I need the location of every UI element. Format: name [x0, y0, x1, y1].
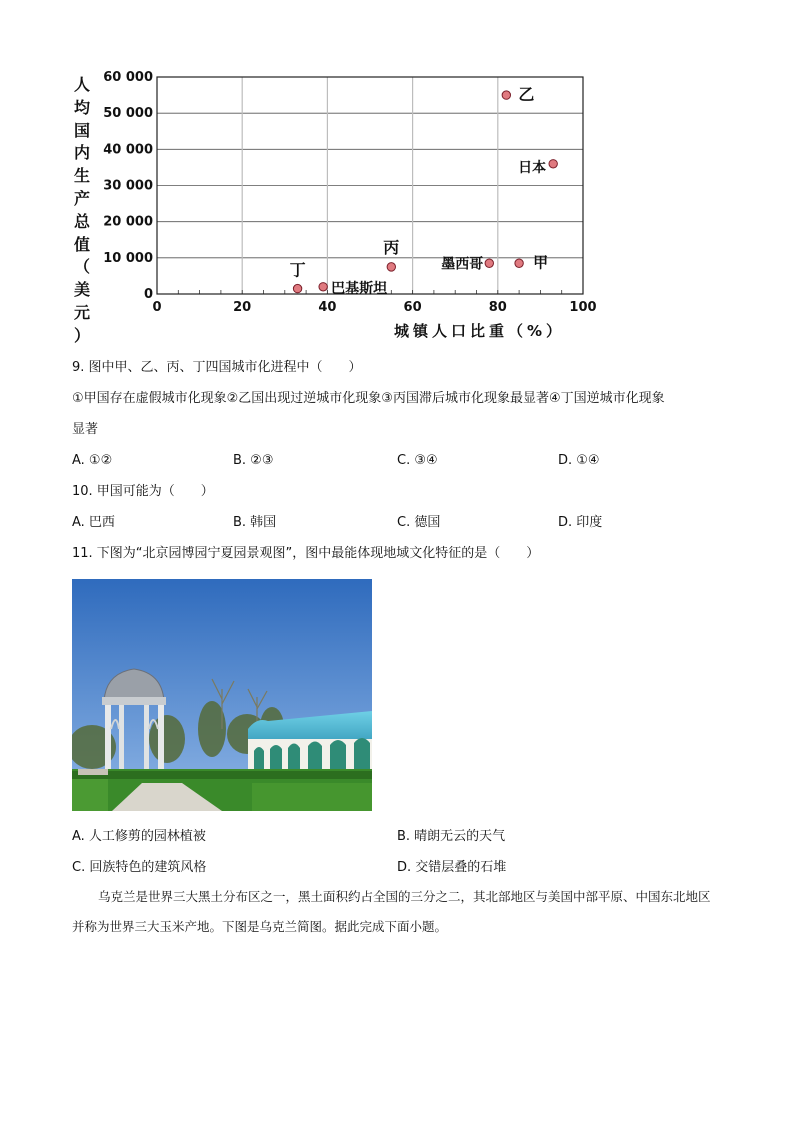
x-tick-label: 60: [403, 300, 422, 315]
y-axis-label-char: 内: [73, 143, 90, 163]
data-point: [387, 263, 395, 271]
y-axis-label-char: 人: [73, 75, 90, 94]
data-points: [290, 85, 558, 297]
y-axis-label-char: ）: [73, 325, 90, 345]
q11-option-c[interactable]: C. 回族特色的建筑风格: [72, 860, 207, 875]
data-point-label: 丁: [289, 260, 306, 280]
q10-option-c[interactable]: C. 德国: [397, 515, 441, 530]
q10-option-b[interactable]: B. 韩国: [233, 515, 277, 530]
y-tick-label: 10 000: [103, 250, 153, 266]
y-tick-label: 50 000: [103, 106, 153, 122]
y-axis-label-char: 均: [73, 97, 90, 117]
y-axis-label-char: （: [73, 257, 90, 277]
scatter-chart: [60, 62, 620, 352]
y-axis-label-char: 美: [73, 280, 90, 300]
x-tick-labels: [152, 300, 596, 315]
q9-option-d[interactable]: D. ①④: [558, 453, 600, 468]
q9-statements: ①甲国存在虚假城市化现象②乙国出现过逆城市化现象③丙国滞后城市化现象最显著④丁国逆城市化现象: [72, 391, 665, 406]
data-point-label: 巴基斯坦: [331, 280, 388, 297]
q9-option-a[interactable]: A. ①②: [72, 453, 113, 468]
q11-stem: 11. 下图为“北京园博园宁夏园景观图”，图中最能体现地域文化特征的是（ ）: [72, 546, 540, 561]
x-tick-label: 40: [318, 300, 337, 315]
data-point: [293, 284, 301, 292]
data-point: [549, 160, 557, 168]
data-point-label: 丙: [383, 237, 400, 257]
q11-option-d[interactable]: D. 交错层叠的石堆: [397, 860, 507, 875]
x-axis-label: 城镇人口比重（%）: [394, 322, 566, 340]
y-axis-label-char: 产: [73, 188, 90, 208]
data-point-label: 墨西哥: [441, 256, 484, 273]
y-tick-label: 40 000: [103, 142, 153, 158]
q9-option-b[interactable]: B. ②③: [233, 453, 274, 468]
y-axis-label-char: 国: [73, 120, 90, 140]
y-tick-label: 30 000: [103, 178, 153, 194]
q10-option-a[interactable]: A. 巴西: [72, 515, 115, 530]
data-point-label: 甲: [533, 253, 549, 272]
ningxia-garden-photo: [72, 579, 372, 811]
data-point: [502, 91, 510, 99]
y-axis-label-char: 元: [73, 302, 90, 322]
y-axis-label: [70, 74, 94, 348]
q9-stem: 9. 图中甲、乙、丙、丁四国城市化进程中（ ）: [72, 360, 362, 375]
data-point-label: 乙: [518, 85, 535, 105]
q11-option-b[interactable]: B. 晴朗无云的天气: [397, 829, 506, 844]
data-point: [515, 259, 523, 267]
q9-option-c[interactable]: C. ③④: [397, 453, 438, 468]
data-point-label: 日本: [518, 159, 547, 176]
q11-option-a[interactable]: A. 人工修剪的园林植被: [72, 829, 206, 844]
data-point: [485, 259, 493, 267]
q9-statements-cont: 显著: [72, 422, 99, 437]
x-tick-label: 100: [569, 300, 597, 315]
q10-option-d[interactable]: D. 印度: [558, 515, 603, 530]
y-tick-label: 0: [143, 287, 153, 302]
reading-passage: 乌克兰是世界三大黑土分布区之一，黑土面积约占全国的三分之二，其北部地区与美国中部平原、中国东北地区并称为世界三大玉米产地。下图是乌克兰简图。据此完成下面小题。: [72, 889, 711, 934]
y-tick-label: 20 000: [103, 214, 153, 230]
y-tick-label: 60 000: [103, 70, 153, 85]
y-axis-label-char: 值: [73, 234, 90, 254]
y-axis-label-char: 生: [73, 166, 90, 186]
data-point: [319, 283, 327, 291]
x-tick-label: 20: [233, 300, 252, 315]
q10-stem: 10. 甲国可能为（ ）: [72, 484, 214, 499]
x-tick-label: 80: [488, 300, 507, 315]
y-tick-labels: [103, 70, 153, 302]
x-tick-label: 0: [152, 300, 162, 315]
y-axis-label-char: 总: [73, 211, 90, 231]
